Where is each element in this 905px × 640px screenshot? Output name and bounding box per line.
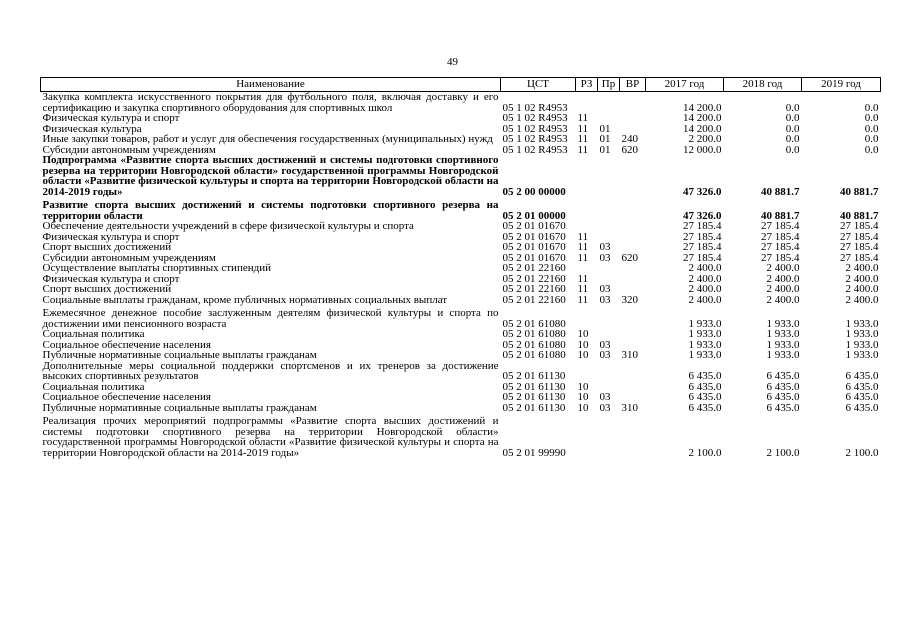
row-cst: 05 2 01 61080 <box>502 328 566 340</box>
row-name: Подпрограмма «Развитие спорта высших достижений и системы подготовки спортивного резерва на территории Новгородской области» государственной программы Новгородской области «Развитие физической культуры и спорта на территории Новгородской области на 2014-2019 годы» <box>42 154 499 198</box>
row-name: Физическая культура и спорт <box>42 112 180 124</box>
row-vr <box>620 113 646 124</box>
row-cst: 05 2 01 61130 <box>502 370 566 382</box>
row-cst: 05 1 02 R4953 <box>502 143 568 156</box>
row-rz <box>576 92 598 114</box>
table-row <box>41 92 881 114</box>
row-pr: 01 <box>599 122 611 135</box>
row-cst: 05 2 01 00000 <box>502 209 566 222</box>
row-name: Социальные выплаты гражданам, кроме публичных нормативных социальных выплат <box>42 293 448 306</box>
row-name: Публичные нормативные социальные выплаты гражданам <box>42 349 317 361</box>
row-2017: 1 933.0 <box>688 338 722 351</box>
row-2019: 6 435.0 <box>845 380 879 393</box>
row-vr <box>620 221 646 232</box>
row-2017: 6 435.0 <box>688 401 722 414</box>
table-row <box>41 113 881 124</box>
row-cst: 05 2 01 61080 <box>502 338 566 351</box>
row-2017: 2 400.0 <box>688 283 722 295</box>
budget-table <box>40 77 881 458</box>
row-cst: 05 2 01 61130 <box>502 401 566 414</box>
row-pr: 03 <box>599 401 611 414</box>
row-2017: 47 326.0 <box>683 209 722 222</box>
table-header-row <box>41 78 881 92</box>
row-cst: 05 1 02 R4953 <box>502 112 568 124</box>
row-rz: 11 <box>577 272 589 285</box>
row-2017: 1 933.0 <box>688 328 722 340</box>
row-rz: 11 <box>577 241 589 253</box>
row-2017: 2 100.0 <box>688 446 722 459</box>
row-rz: 11 <box>577 133 589 145</box>
row-vr <box>620 232 646 243</box>
row-pr: 01 <box>599 143 611 156</box>
row-name: Спорт высших достижений <box>42 283 172 295</box>
row-vr <box>620 284 646 295</box>
row-vr: 620 <box>621 251 638 264</box>
row-2017: 2 400.0 <box>688 293 722 306</box>
row-pr <box>598 329 620 340</box>
table-row <box>41 134 881 145</box>
row-2018: 27 185.4 <box>761 251 800 264</box>
row-pr <box>598 305 620 329</box>
row-2017: 14 200.0 <box>683 101 722 114</box>
row-pr <box>598 413 620 458</box>
row-2018: 0.0 <box>785 122 800 135</box>
row-name: Субсидии автономным учреждениям <box>42 143 216 156</box>
row-cst: 05 2 01 22160 <box>502 262 566 274</box>
row-rz: 10 <box>577 401 589 414</box>
row-name: Развитие спорта высших достижений и системы подготовки спортивного резерва на территории области <box>42 199 499 222</box>
row-cst: 05 2 01 22160 <box>502 272 566 285</box>
row-pr <box>598 113 620 124</box>
row-name: Субсидии автономным учреждениям <box>42 251 216 264</box>
row-cst: 05 2 01 22160 <box>502 283 566 295</box>
row-2019: 0.0 <box>864 101 879 114</box>
row-pr: 03 <box>599 338 611 351</box>
row-2017: 14 200.0 <box>683 122 722 135</box>
row-pr: 03 <box>599 349 611 361</box>
row-vr <box>620 382 646 393</box>
row-cst: 05 2 00 00000 <box>502 185 566 198</box>
row-name: Социальное обеспечение населения <box>42 338 211 351</box>
row-2017: 2 200.0 <box>688 133 722 145</box>
row-rz <box>576 221 598 232</box>
table-row <box>41 155 881 197</box>
row-2019: 27 185.4 <box>840 220 879 232</box>
row-rz: 11 <box>577 283 589 295</box>
row-2019: 27 185.4 <box>840 251 879 264</box>
row-vr <box>620 392 646 403</box>
row-2018: 2 100.0 <box>766 446 800 459</box>
row-name: Социальная политика <box>42 328 145 340</box>
row-vr <box>620 274 646 285</box>
table-row <box>41 197 881 221</box>
row-rz: 11 <box>577 143 589 156</box>
row-name: Социальная политика <box>42 380 145 393</box>
row-cst: 05 1 02 R4953 <box>502 101 568 114</box>
row-cst: 05 2 01 61130 <box>502 391 566 403</box>
row-cst: 05 2 01 99990 <box>502 446 566 459</box>
row-cst: 05 2 01 61130 <box>502 380 566 393</box>
table-row <box>41 284 881 295</box>
row-2018: 1 933.0 <box>766 328 800 340</box>
row-2019: 0.0 <box>864 122 879 135</box>
row-rz: 10 <box>577 380 589 393</box>
row-name: Социальное обеспечение населения <box>42 391 211 403</box>
row-2019: 6 435.0 <box>845 391 879 403</box>
row-2019: 6 435.0 <box>845 401 879 414</box>
row-2017: 2 400.0 <box>688 272 722 285</box>
table-row <box>41 295 881 306</box>
row-vr: 620 <box>621 143 638 156</box>
row-pr: 03 <box>599 283 611 295</box>
row-vr <box>620 413 646 458</box>
row-2019: 0.0 <box>864 112 879 124</box>
header-2018: 2018 год <box>724 78 802 92</box>
row-name: Реализация прочих мероприятий подпрограммы «Развитие спорта высших достижений и системы подготовки спортивного резерва на территории Новгородской области» государственной программы Новгородской области «Развитие физической культуры и спорта на территории Новгородской области на 2014-2019 годы» <box>42 415 499 459</box>
row-pr <box>598 92 620 114</box>
header-pr: Пр <box>598 78 620 92</box>
row-pr: 01 <box>599 133 611 145</box>
header-name: Наименование <box>41 78 501 92</box>
row-2018: 0.0 <box>785 101 800 114</box>
row-2018: 1 933.0 <box>766 338 800 351</box>
row-cst: 05 2 01 01670 <box>502 220 566 232</box>
row-2019: 0.0 <box>864 143 879 156</box>
row-vr <box>620 305 646 329</box>
row-pr <box>598 263 620 274</box>
row-name: Физическая культура <box>42 122 142 135</box>
row-vr: 310 <box>621 401 638 414</box>
row-rz <box>576 197 598 221</box>
row-2018: 0.0 <box>785 133 800 145</box>
row-name: Иные закупки товаров, работ и услуг для обеспечения государственных (муниципальных) нужд <box>42 133 493 145</box>
row-cst: 05 1 02 R4953 <box>502 133 568 145</box>
row-2018: 1 933.0 <box>766 349 800 361</box>
row-2018: 6 435.0 <box>766 370 800 382</box>
row-pr <box>598 155 620 197</box>
row-cst: 05 2 01 01670 <box>502 251 566 264</box>
row-2019: 6 435.0 <box>845 370 879 382</box>
row-pr: 03 <box>599 293 611 306</box>
row-2017: 1 933.0 <box>688 317 722 330</box>
row-2019: 2 100.0 <box>845 446 879 459</box>
header-rz: РЗ <box>576 78 598 92</box>
row-cst: 05 1 02 R4953 <box>502 122 568 135</box>
row-pr: 03 <box>599 241 611 253</box>
row-rz <box>576 361 598 382</box>
header-2017: 2017 год <box>646 78 724 92</box>
row-rz: 10 <box>577 328 589 340</box>
page-number: 49 <box>447 56 458 68</box>
row-cst: 05 2 01 61080 <box>502 349 566 361</box>
row-pr <box>598 361 620 382</box>
row-vr <box>620 92 646 114</box>
row-vr <box>620 361 646 382</box>
row-name: Осуществление выплаты спортивных стипендий <box>42 262 271 274</box>
row-2018: 27 185.4 <box>761 241 800 253</box>
row-2018: 27 185.4 <box>761 230 800 243</box>
table-row <box>41 263 881 274</box>
row-vr <box>620 329 646 340</box>
row-2019: 40 881.7 <box>840 209 879 222</box>
row-2017: 27 185.4 <box>683 220 722 232</box>
row-2018: 2 400.0 <box>766 293 800 306</box>
row-2018: 0.0 <box>785 112 800 124</box>
row-2019: 0.0 <box>864 133 879 145</box>
row-2019: 2 400.0 <box>845 283 879 295</box>
row-2017: 27 185.4 <box>683 241 722 253</box>
row-2018: 40 881.7 <box>761 209 800 222</box>
row-pr <box>598 221 620 232</box>
row-2018: 1 933.0 <box>766 317 800 330</box>
row-rz <box>576 305 598 329</box>
row-vr <box>620 155 646 197</box>
table-row <box>41 221 881 232</box>
row-rz: 11 <box>577 112 589 124</box>
row-rz: 11 <box>577 251 589 264</box>
row-rz: 10 <box>577 338 589 351</box>
row-name: Публичные нормативные социальные выплаты гражданам <box>42 401 317 414</box>
row-vr <box>620 197 646 221</box>
row-2017: 2 400.0 <box>688 262 722 274</box>
table-row <box>41 329 881 340</box>
row-2017: 12 000.0 <box>683 143 722 156</box>
row-name: Дополнительные меры социальной поддержки спортсменов и их тренеров за достижение высоких спортивных результатов <box>42 359 499 382</box>
row-name: Ежемесячное денежное пособие заслуженным деятелям физической культуры и спорта по достижении ими пенсионного возраста <box>42 307 499 330</box>
row-2017: 6 435.0 <box>688 380 722 393</box>
header-cst: ЦСТ <box>501 78 576 92</box>
row-2017: 1 933.0 <box>688 349 722 361</box>
row-2017: 6 435.0 <box>688 391 722 403</box>
row-2017: 27 185.4 <box>683 230 722 243</box>
table-row <box>41 413 881 458</box>
row-rz: 11 <box>577 293 589 306</box>
row-2018: 6 435.0 <box>766 391 800 403</box>
row-rz <box>576 263 598 274</box>
row-rz: 10 <box>577 391 589 403</box>
row-2019: 2 400.0 <box>845 293 879 306</box>
row-2019: 27 185.4 <box>840 241 879 253</box>
row-cst: 05 2 01 01670 <box>502 230 566 243</box>
row-rz <box>576 155 598 197</box>
row-name: Закупка комплекта искусственного покрытия для футбольного поля, включая доставку и его сертификацию и закупка спортивного оборудования для спортивных школ <box>42 91 499 114</box>
row-pr <box>598 197 620 221</box>
header-2019: 2019 год <box>802 78 881 92</box>
row-2017: 27 185.4 <box>683 251 722 264</box>
row-name: Физическая культура и спорт <box>42 272 180 285</box>
table-row <box>41 350 881 361</box>
table-row <box>41 392 881 403</box>
table-row <box>41 305 881 329</box>
row-2018: 2 400.0 <box>766 283 800 295</box>
row-rz: 11 <box>577 230 589 243</box>
row-2019: 27 185.4 <box>840 230 879 243</box>
table-row <box>41 242 881 253</box>
row-2019: 40 881.7 <box>840 185 879 198</box>
row-2019: 2 400.0 <box>845 262 879 274</box>
row-rz: 11 <box>577 122 589 135</box>
row-name: Обеспечение деятельности учреждений в сфере физической культуры и спорта <box>42 220 414 232</box>
row-2018: 2 400.0 <box>766 262 800 274</box>
row-2018: 40 881.7 <box>761 185 800 198</box>
table-row <box>41 361 881 382</box>
row-2017: 14 200.0 <box>683 112 722 124</box>
table-row <box>41 403 881 414</box>
row-2018: 0.0 <box>785 143 800 156</box>
row-rz: 10 <box>577 349 589 361</box>
row-vr: 310 <box>621 349 638 361</box>
header-vr: ВР <box>620 78 646 92</box>
row-2018: 6 435.0 <box>766 380 800 393</box>
row-cst: 05 2 01 22160 <box>502 293 566 306</box>
row-2019: 1 933.0 <box>845 349 879 361</box>
row-2018: 6 435.0 <box>766 401 800 414</box>
row-2017: 47 326.0 <box>683 185 722 198</box>
row-name: Физическая культура и спорт <box>42 230 180 243</box>
row-name: Спорт высших достижений <box>42 241 172 253</box>
row-rz <box>576 413 598 458</box>
row-2019: 1 933.0 <box>845 317 879 330</box>
row-2018: 2 400.0 <box>766 272 800 285</box>
row-pr: 03 <box>599 391 611 403</box>
row-2019: 2 400.0 <box>845 272 879 285</box>
row-2018: 27 185.4 <box>761 220 800 232</box>
row-vr: 240 <box>621 133 638 145</box>
row-2019: 1 933.0 <box>845 328 879 340</box>
row-vr <box>620 263 646 274</box>
row-vr <box>620 242 646 253</box>
row-cst: 05 2 01 61080 <box>502 317 566 330</box>
row-2019: 1 933.0 <box>845 338 879 351</box>
row-cst: 05 2 01 01670 <box>502 241 566 253</box>
row-pr: 03 <box>599 251 611 264</box>
row-2017: 6 435.0 <box>688 370 722 382</box>
row-vr: 320 <box>621 293 638 306</box>
